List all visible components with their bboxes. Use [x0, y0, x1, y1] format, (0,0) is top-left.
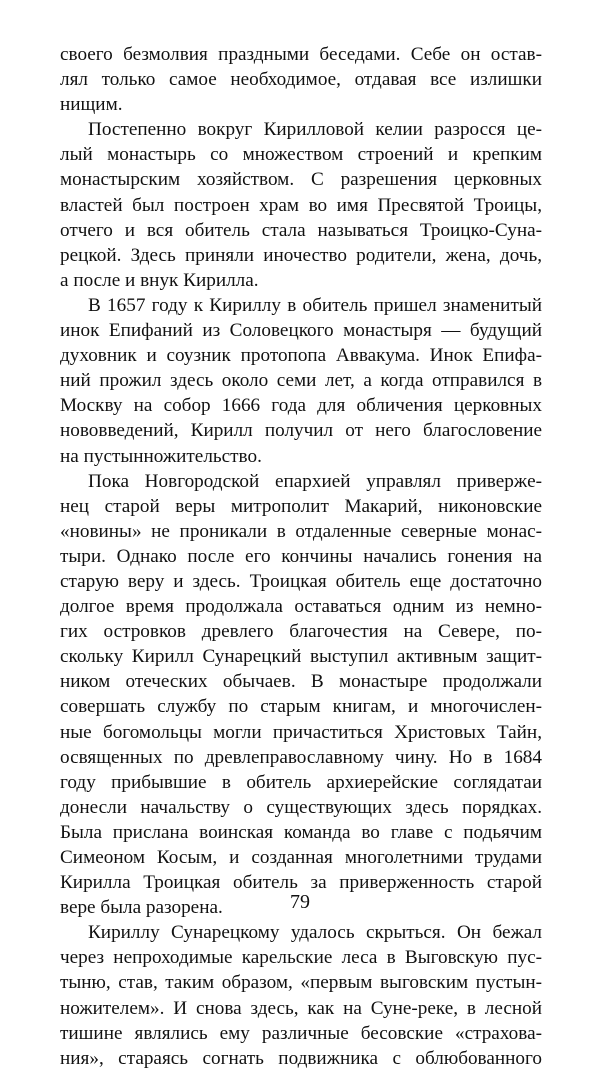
text-line: совершать службу по старым книгам, и многочислен-: [60, 696, 542, 718]
text-line: ний прожил здесь около семи лет, а когда отправился в: [60, 370, 542, 392]
text-line: а после и внук Кирилла.: [60, 269, 259, 291]
text-line: Пока Новгородской епархией управлял привержe-: [88, 470, 542, 492]
page-number: 79: [290, 891, 310, 913]
text-line: тишине являлись ему различные бесовские «страхова-: [60, 1022, 542, 1044]
text-line: Кириллу Сунарецкому удалось скрыться. Он бежал: [88, 922, 542, 944]
text-line: нищим.: [60, 94, 123, 116]
text-line: скольку Кирилл Сунарецкий выступил активным защит-: [60, 646, 542, 668]
text-line: инок Епифаний из Соловецкого монастыря — будущий: [60, 320, 542, 342]
text-line: донесли начальству о существующих здесь порядках.: [60, 796, 542, 818]
text-line: ножителем». И снова здесь, как на Суне-реке, в лесной: [60, 997, 542, 1019]
text-line: освященных по древлеправославному чину. Но в 1684: [60, 746, 542, 768]
text-line: ния», стараясь согнать подвижника с облюбованного: [60, 1047, 542, 1069]
text-line: Постепенно вокруг Кирилловой келии разросся це-: [88, 119, 542, 141]
text-line: ником отеческих обычаев. В монастыре продолжали: [60, 671, 542, 693]
text-line: властей был построен храм во имя Пресвятой Троицы,: [60, 194, 542, 216]
text-line: на пустынножительство.: [60, 445, 262, 467]
text-line: через непроходимые карельские леса в Выговскую пус-: [60, 947, 542, 969]
text-line: лял только самое необходимое, отдавая все излишки: [60, 69, 542, 91]
text-line: нец старой веры митрополит Макарий, никоновские: [60, 495, 542, 517]
text-line: рецкой. Здесь приняли иночество родители, жена, дочь,: [60, 244, 542, 266]
text-line: году прибывшие в обитель архиерейские соглядатаи: [60, 771, 542, 793]
text-line: тыню, став, таким образом, «первым выговским пустын-: [60, 972, 542, 994]
text-line: Кирилла Троицкая обитель за приверженность старой: [60, 872, 542, 894]
page-text: [60, 42, 542, 1071]
text-line: лый монастырь со множеством строений и крепким: [60, 144, 542, 166]
text-line: ные богомольцы могли причаститься Христовых Тайн,: [60, 721, 542, 743]
text-line: тыри. Однако после его кончины начались гонения на: [60, 545, 542, 567]
text-line: долгое время продолжала оставаться одним из немно-: [60, 596, 542, 618]
text-line: вере была разорена.: [60, 897, 223, 919]
text-line: Москву на собор 1666 года для обличения церковных: [60, 395, 542, 417]
text-line: старую веру и здесь. Троицкая обитель еще достаточно: [60, 570, 542, 592]
text-line: своего безмолвия праздными беседами. Себе он остав-: [60, 44, 542, 65]
text-line: монастырским хозяйством. С разрешения церковных: [60, 169, 542, 191]
text-line: гих островков древлего благочестия на Севере, по-: [60, 621, 542, 643]
text-line: нововведений, Кирилл получил от него благословение: [60, 420, 542, 442]
text-line: В 1657 году к Кириллу в обитель пришел знаменитый: [88, 294, 542, 316]
text-line: духовник и соузник протопопа Аввакума. Инок Епифа-: [60, 345, 542, 367]
text-line: «новины» не проникали в отдаленные северные монас-: [60, 520, 542, 542]
text-line: Была прислана воинская команда во главе с подьячим: [60, 821, 542, 843]
text-line: отчего и вся обитель стала называться Троицко-Суна-: [60, 219, 542, 241]
text-line: Симеоном Косым, и созданная многолетними трудами: [60, 847, 542, 868]
